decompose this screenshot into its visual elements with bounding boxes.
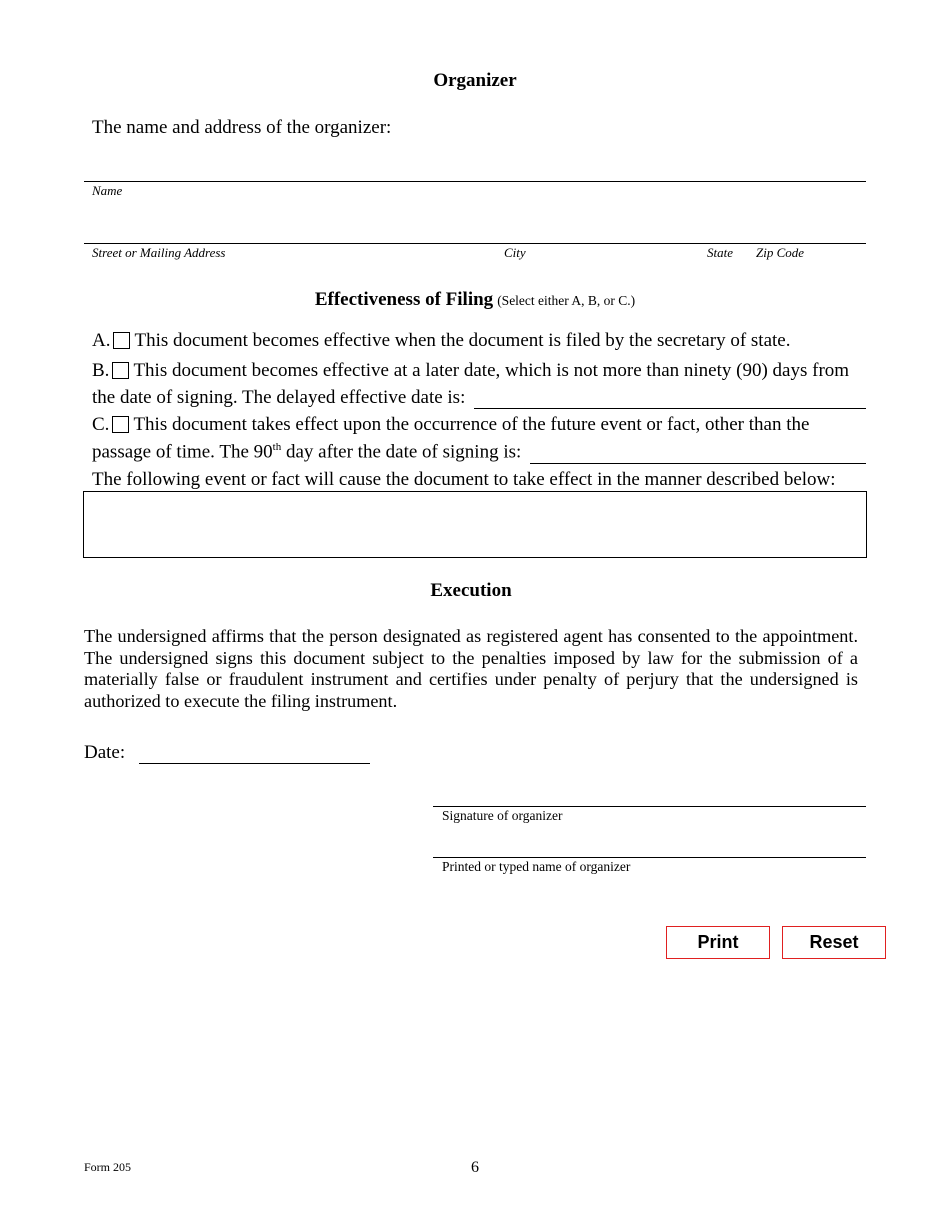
name-field[interactable] bbox=[84, 181, 866, 182]
option-a-row bbox=[92, 330, 790, 352]
option-b-letter: B. bbox=[92, 360, 110, 381]
delayed-effective-date-field[interactable] bbox=[474, 408, 866, 409]
effectiveness-heading: Effectiveness of Filing bbox=[314, 289, 494, 310]
option-b-text-line2: the date of signing. The delayed effective date is: bbox=[92, 387, 466, 408]
option-b-checkbox[interactable] bbox=[112, 362, 129, 379]
ninetieth-day-field[interactable] bbox=[530, 463, 866, 464]
option-c-checkbox[interactable] bbox=[112, 416, 129, 433]
date-label: Date: bbox=[84, 742, 126, 763]
reset-button[interactable]: Reset bbox=[782, 926, 886, 959]
effectiveness-heading-row bbox=[0, 289, 950, 311]
form-number: Form 205 bbox=[84, 1160, 132, 1174]
organizer-intro: The name and address of the organizer: bbox=[92, 117, 392, 138]
effectiveness-subtitle: (Select either A, B, or C.) bbox=[497, 293, 636, 308]
execution-heading: Execution bbox=[430, 580, 512, 601]
execution-paragraph: The undersigned affirms that the person designated as registered agent has consented to the appointment. The undersigned signs this document subject to the penalties imposed by law for the submission of a materially false or fraudulent instrument and certifies under penalty of perjury that the undersigned is authorized to execute the filing instrument. bbox=[84, 626, 858, 712]
name-label: Name bbox=[92, 183, 123, 198]
option-c-row bbox=[92, 414, 809, 436]
option-b-row bbox=[92, 360, 849, 382]
option-a-letter: A. bbox=[92, 330, 111, 351]
organizer-heading: Organizer bbox=[433, 70, 517, 91]
option-c-text2-pre: passage of time. The 90 bbox=[92, 441, 273, 463]
event-prompt: The following event or fact will cause the document to take effect in the manner described below: bbox=[92, 469, 836, 490]
option-c-text2-post: day after the date of signing is: bbox=[281, 441, 522, 463]
event-description-box[interactable] bbox=[83, 491, 867, 558]
address-field[interactable] bbox=[84, 243, 866, 244]
street-label: Street or Mailing Address bbox=[92, 245, 226, 260]
print-button[interactable]: Print bbox=[666, 926, 770, 959]
option-c-text2-sup: th bbox=[272, 441, 282, 453]
city-label: City bbox=[504, 245, 526, 260]
option-a-checkbox[interactable] bbox=[113, 332, 130, 349]
printed-name-field[interactable] bbox=[433, 857, 866, 858]
option-b-text: This document becomes effective at a later date, which is not more than ninety (90) days from bbox=[133, 360, 850, 381]
printed-name-label: Printed or typed name of organizer bbox=[442, 859, 631, 874]
option-a-text: This document becomes effective when the document is filed by the secretary of state. bbox=[134, 330, 791, 351]
zip-label: Zip Code bbox=[756, 245, 805, 260]
option-c-text: This document takes effect upon the occurrence of the future event or fact, other than the bbox=[133, 414, 810, 435]
option-c-text-line2 bbox=[92, 441, 521, 463]
page-number: 6 bbox=[471, 1159, 479, 1176]
state-label: State bbox=[707, 245, 733, 260]
option-c-letter: C. bbox=[92, 414, 110, 435]
signature-field[interactable] bbox=[433, 806, 866, 807]
signature-label: Signature of organizer bbox=[442, 808, 563, 823]
date-field[interactable] bbox=[139, 763, 370, 764]
